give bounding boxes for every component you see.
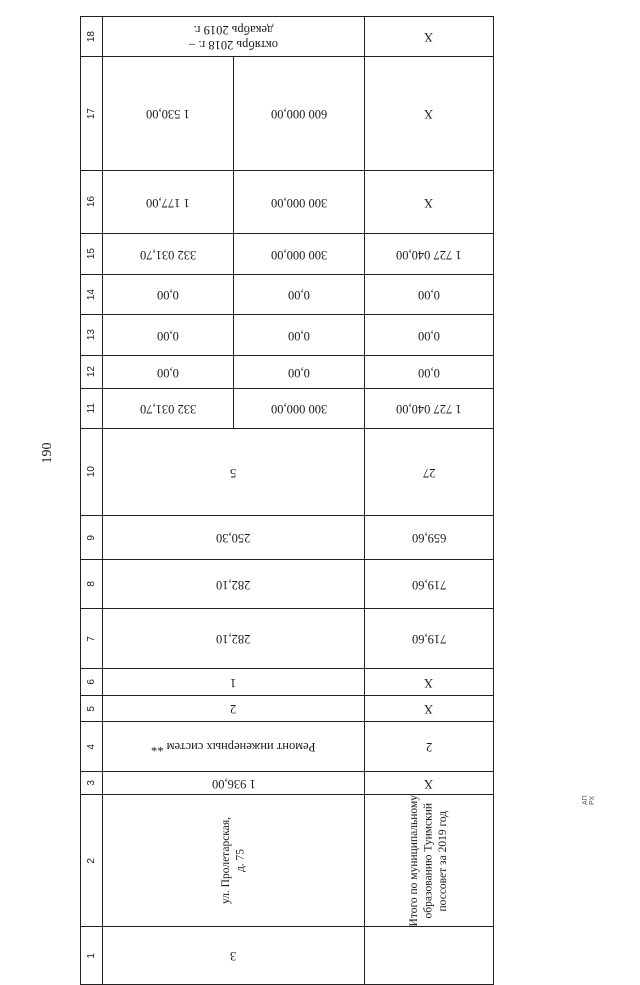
cell-text: 16 (86, 196, 97, 208)
column-number (81, 275, 103, 315)
cell-text: 4 (86, 743, 97, 750)
total-cell (365, 516, 494, 560)
cell-text: 600 000,00 (270, 107, 328, 121)
value-cell (234, 315, 365, 356)
cell-text: 719,60 (411, 577, 447, 592)
value-cell (103, 429, 365, 516)
cell-text: 1 (230, 675, 237, 690)
total-cell (365, 57, 494, 171)
column-number (81, 516, 103, 560)
cell-text: Х (424, 776, 434, 791)
value-cell (234, 171, 365, 234)
cell-text: 0,00 (157, 288, 179, 302)
column-number (81, 927, 103, 985)
value-cell (103, 17, 365, 57)
cell-text: 9 (86, 534, 97, 541)
value-cell (103, 609, 365, 669)
cell-text: 2 (230, 702, 237, 716)
cell-text: 0,00 (288, 288, 310, 302)
total-cell (365, 669, 494, 696)
total-cell (365, 389, 494, 429)
total-cell (365, 609, 494, 669)
cell-text: 2 (425, 740, 433, 754)
cell-text: Ремонт инженерных систем ** (151, 740, 316, 754)
cell-text: 5 (230, 465, 237, 480)
cell-text: 13 (86, 329, 97, 341)
cell-text: 5 (86, 705, 97, 712)
total-cell (365, 696, 494, 722)
value-cell (103, 927, 365, 985)
cell-text: 1 727 040,00 (396, 247, 462, 262)
cell-text: 300 000,00 (270, 195, 328, 210)
total-cell (365, 795, 494, 927)
cell-text: 3 (86, 780, 97, 786)
cell-text: 3 (230, 949, 237, 964)
table-row (81, 171, 494, 234)
value-cell (103, 722, 365, 772)
column-number (81, 560, 103, 609)
value-cell (103, 171, 234, 234)
table-row (81, 389, 494, 429)
cell-text: 27 (422, 465, 436, 480)
value-cell (103, 560, 365, 609)
cell-text: 300 000,00 (270, 247, 328, 262)
total-cell (365, 356, 494, 389)
total-cell (365, 275, 494, 315)
value-cell (234, 275, 365, 315)
cell-text: Х (424, 675, 434, 690)
table-row (81, 609, 494, 669)
table-row (81, 356, 494, 389)
column-number (81, 795, 103, 927)
value-cell (103, 669, 365, 696)
cell-text: 15 (86, 248, 97, 260)
total-cell (365, 772, 494, 795)
cell-text: 1 530,00 (146, 107, 190, 121)
cell-text: 14 (86, 288, 97, 301)
value-cell (103, 516, 365, 560)
rotated-data-table (80, 16, 494, 985)
cell-text: Х (424, 702, 434, 716)
cell-text: 300 000,00 (270, 402, 328, 416)
column-number (81, 609, 103, 669)
cell-text: 8 (86, 581, 97, 587)
column-number (81, 356, 103, 389)
cell-text: 1 727 040,00 (396, 402, 462, 416)
cell-text: 1 177,00 (146, 195, 190, 210)
archive-stamp: АП РХ (582, 795, 596, 805)
cell-text: 282,10 (216, 577, 251, 592)
cell-text: 0,00 (418, 328, 440, 343)
total-cell (365, 560, 494, 609)
table-row (81, 795, 494, 927)
cell-text: 659,60 (411, 531, 447, 545)
cell-text: 0,00 (157, 365, 179, 380)
cell-text: Итого по муниципальному образованию Туимский поссовет за 2019 год (408, 795, 450, 927)
total-cell (365, 429, 494, 516)
value-cell (103, 356, 234, 389)
table-row (81, 17, 494, 57)
cell-text: октябрь 2018 г. – декабрь 2019 г. (189, 22, 278, 52)
table-row (81, 315, 494, 356)
cell-text: Х (424, 107, 434, 121)
cell-text: 10 (86, 466, 97, 478)
cell-text: 250,30 (216, 531, 251, 545)
table-row (81, 429, 494, 516)
value-cell (234, 356, 365, 389)
value-cell (103, 795, 365, 927)
cell-text: 332 031,70 (139, 247, 197, 262)
total-cell (365, 927, 494, 985)
column-number (81, 389, 103, 429)
cell-text: 17 (86, 107, 97, 120)
table-row (81, 234, 494, 275)
value-cell (103, 275, 234, 315)
column-number (81, 669, 103, 696)
column-number (81, 234, 103, 275)
cell-text: 1 (86, 953, 97, 959)
cell-text: 7 (86, 635, 97, 642)
value-cell (234, 234, 365, 275)
value-cell (103, 389, 234, 429)
column-number (81, 772, 103, 795)
table-row (81, 560, 494, 609)
cell-text: 332 031,70 (139, 402, 197, 416)
cell-text: Х (424, 195, 434, 210)
column-number (81, 17, 103, 57)
column-number (81, 429, 103, 516)
total-cell (365, 315, 494, 356)
table-row (81, 927, 494, 985)
value-cell (234, 57, 365, 171)
value-cell (103, 234, 234, 275)
table-row (81, 772, 494, 795)
cell-text: 0,00 (157, 328, 179, 343)
table-row (81, 516, 494, 560)
cell-text: 2 (86, 857, 97, 864)
table-row (81, 696, 494, 722)
value-cell (103, 57, 234, 171)
cell-text: 18 (86, 30, 97, 43)
total-cell (365, 234, 494, 275)
cell-text: 0,00 (288, 365, 310, 380)
cell-text: 0,00 (418, 288, 440, 302)
page-number: 190 (40, 442, 55, 464)
cell-text: 1 936,00 (211, 776, 256, 791)
cell-text: 12 (86, 366, 97, 378)
table-row (81, 275, 494, 315)
column-number (81, 315, 103, 356)
value-cell (234, 389, 365, 429)
column-number (81, 722, 103, 772)
cell-text: Х (424, 30, 434, 44)
cell-text: 282,10 (216, 632, 251, 646)
column-number (81, 171, 103, 234)
cell-text: 0,00 (288, 328, 310, 343)
cell-text: 6 (86, 679, 97, 685)
value-cell (103, 772, 365, 795)
table-row (81, 57, 494, 171)
cell-text: ул. Пролетарская, д. 75 (220, 817, 247, 905)
cell-text: 719,60 (411, 632, 447, 646)
column-number (81, 696, 103, 722)
cell-text: 0,00 (418, 365, 440, 380)
value-cell (103, 315, 234, 356)
table-row (81, 669, 494, 696)
total-cell (365, 722, 494, 772)
column-number (81, 57, 103, 171)
value-cell (103, 696, 365, 722)
cell-text: 11 (86, 403, 97, 414)
total-cell (365, 171, 494, 234)
total-cell (365, 17, 494, 57)
table-row (81, 722, 494, 772)
